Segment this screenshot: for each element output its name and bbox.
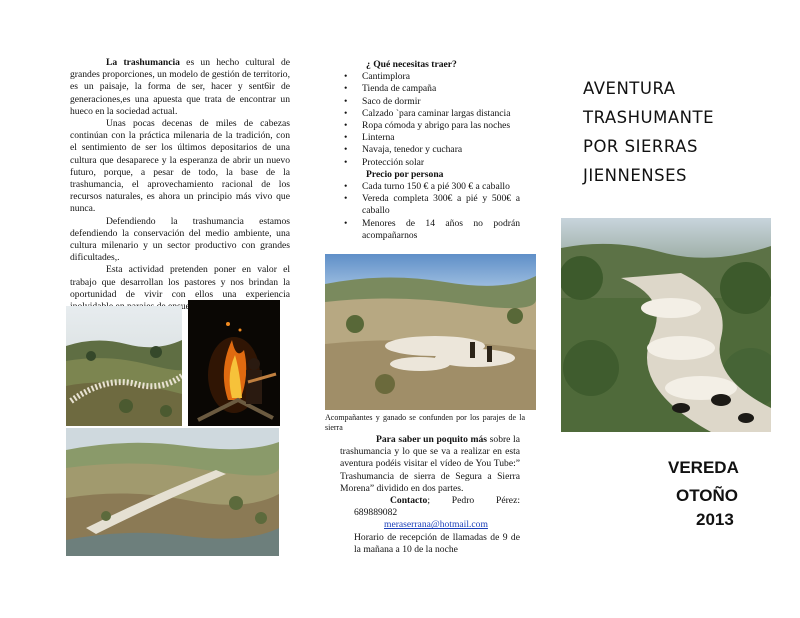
- intro-paragraph: [70, 57, 290, 118]
- title-line: TRASHUMANTE: [583, 108, 714, 127]
- price-heading: Precio por persona: [366, 168, 444, 180]
- need-item: • Calzado `para caminar largas distancia: [340, 108, 520, 120]
- contact-rest: ; Pedro Pérez: 689889082: [354, 495, 520, 519]
- need-item: • Cantimplora: [340, 71, 520, 83]
- col2-info: [340, 434, 520, 556]
- paragraph-2: Unas pocas decenas de miles de cabezas continúan con la práctica milenaria de la tradición, con el sentimiento de ser los últimos depositarios de una cultura que desaparece y la esperanza de abrir un nuevo futuro, porque, a pesar de todo, la base de la trashumancia, el aprovechamiento racional de los recursos naturales, es ahora un principio más vivo que nunca.: [70, 118, 290, 215]
- need-item: • Ropa cómoda y abrigo para las noches: [340, 120, 520, 132]
- hours-text: Horario de recepción de llamadas de 9 de la mañana a 10 de la noche: [354, 531, 520, 555]
- title-line: JIENNENSES: [583, 166, 687, 185]
- info-lead: Para saber un poquito más: [376, 434, 488, 445]
- need-item: • Linterna: [340, 132, 520, 144]
- need-item: • Navaja, tenedor y cuchara: [340, 144, 520, 156]
- need-item: • Tienda de campaña: [340, 83, 520, 95]
- need-item: • Saco de dormir: [340, 96, 520, 108]
- year-label: 2013: [696, 510, 734, 529]
- email-link[interactable]: meraserrana@hotmail.com: [384, 519, 488, 531]
- need-list: [340, 71, 520, 169]
- paragraph-4: Esta actividad pretenden poner en valor el trabajo que desarrollan los pastores y nos brindan la oportunidad de vivir con ellos una experiencia ensueño.: [70, 264, 290, 313]
- paragraph-3: Defendiendo la trashumancia estamos defendiendo la conservación del medio ambiente, una cultura milenario y un sector productivo con grandes dificultades,.: [70, 215, 290, 264]
- contact-line: [340, 495, 520, 519]
- photo-flock-hillside: [66, 306, 182, 426]
- photo-night-fire: [188, 300, 280, 426]
- need-heading: ¿ Qué necesitas traer?: [366, 59, 457, 70]
- title-line: AVENTURA: [583, 79, 676, 98]
- info-paragraph: [340, 434, 520, 495]
- intro-lead: La trashumancia: [106, 57, 180, 68]
- season-label: OTOÑO: [676, 486, 739, 505]
- email-line: [340, 519, 520, 531]
- info-rest: sobre la trashumancia y lo que se va a realizar en esta aventura podéis visitar el vídeo de You Tube:” Trashumancia de sierra de Segura a Sierra Morena” dividido en dos partes.: [340, 434, 520, 494]
- col2-text: [340, 59, 520, 242]
- photo-flock-river: [66, 428, 279, 556]
- photo-flock-path: [561, 218, 771, 432]
- price-item: • Cada turno 150 € a pié 300 € a caballo: [340, 181, 520, 193]
- intro-rest: es un hecho cultural de grandes proporciones, un modelo de gestión de territorio, es un paisaje, la forma de ser, hacer y sent6ir de generaciones,es una apuesta que trata de encontrar un hueco en la sociedad actual.: [70, 57, 290, 117]
- vereda-label: VEREDA: [668, 458, 739, 477]
- brochure-title: [583, 74, 783, 190]
- need-item: • Protección solar: [340, 157, 520, 169]
- col1-text: [70, 57, 290, 313]
- contact-label: Contacto: [390, 495, 428, 507]
- price-list: [340, 181, 520, 242]
- price-item: • Vereda completa 300€ a pié y 500€ a caballo: [340, 193, 520, 217]
- photo-shepherds-flock: [325, 254, 536, 410]
- price-item: • Menores de 14 años no podrán acompañarnos: [340, 218, 520, 242]
- title-line: POR SIERRAS: [583, 137, 698, 156]
- photo-caption: Acompañantes y ganado se confunden por los parajes de la sierra: [325, 413, 525, 432]
